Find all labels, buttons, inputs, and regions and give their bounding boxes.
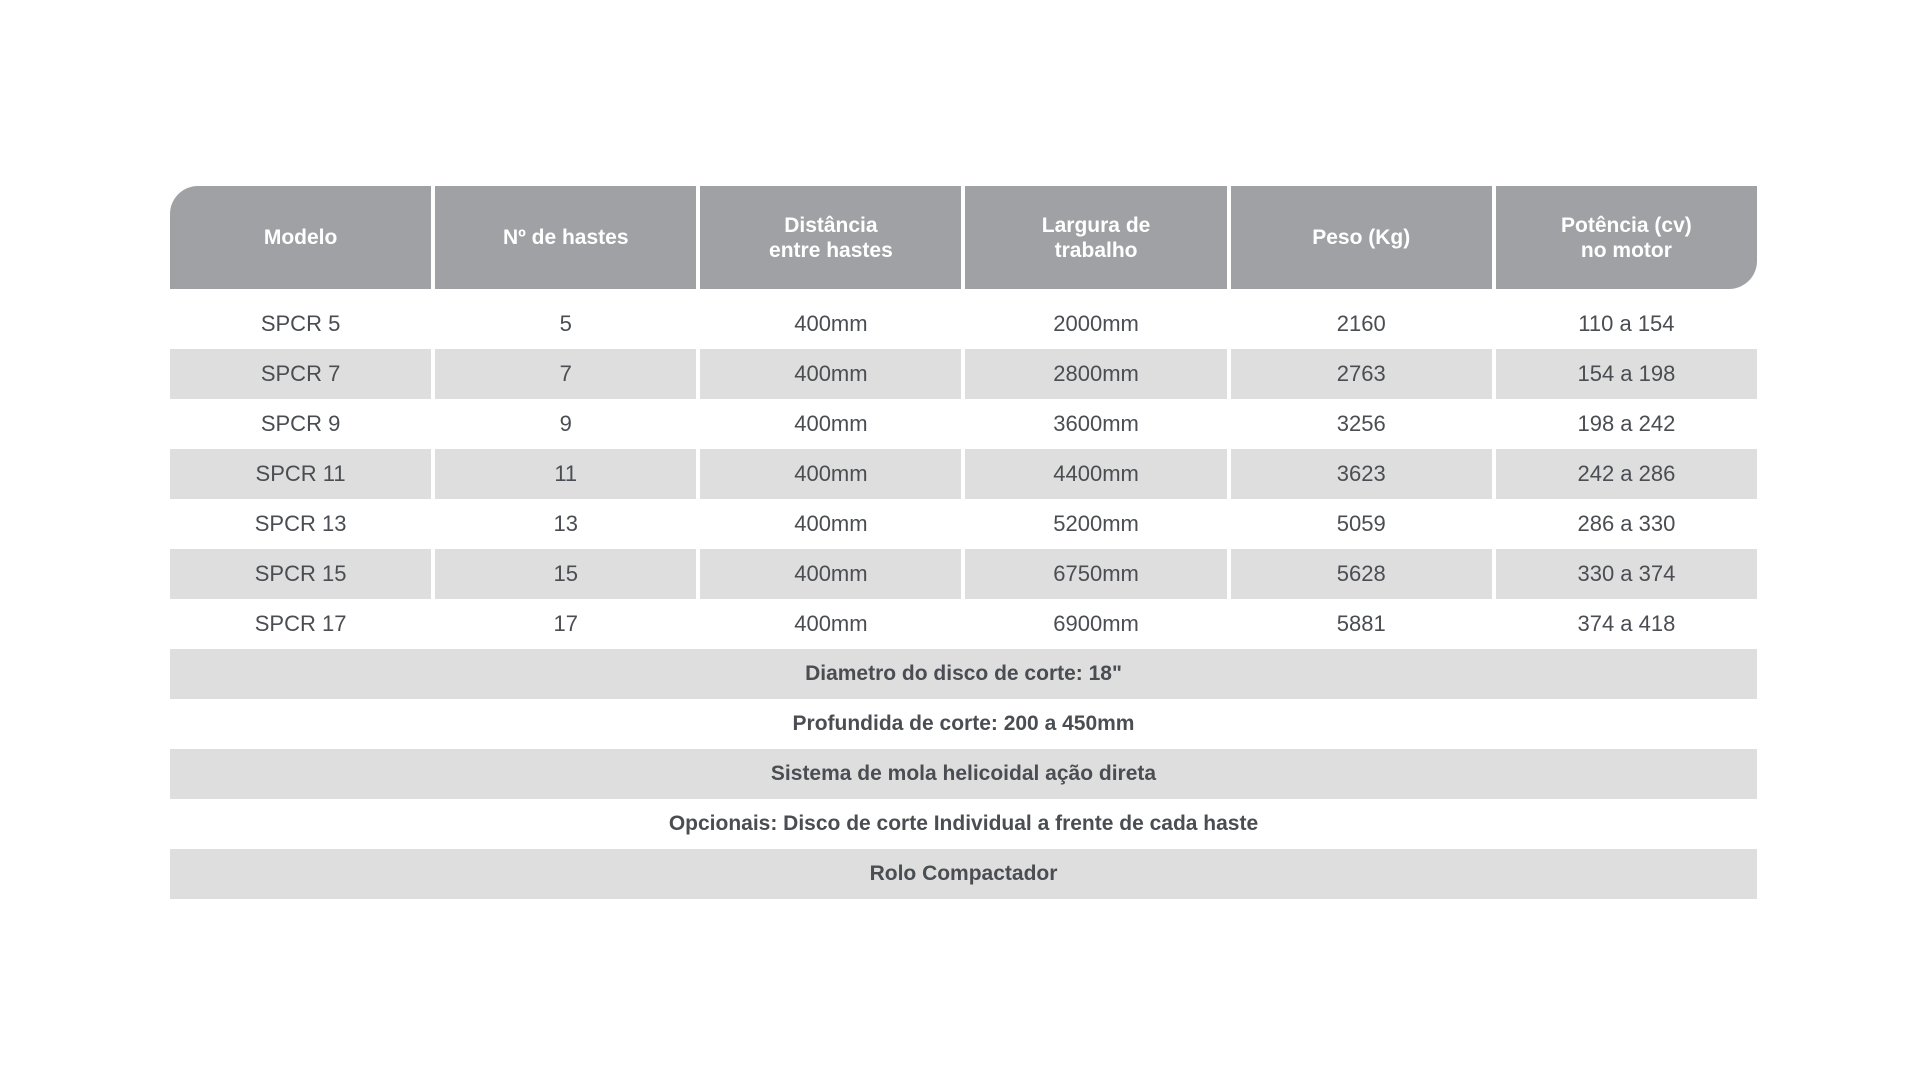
cell-modelo: SPCR 13 [254, 511, 347, 536]
cell-largura: 2000mm [1053, 311, 1139, 336]
header-modelo: Modelo [170, 186, 431, 289]
note-spring-system: Sistema de mola helicoidal ação direta [170, 749, 1757, 799]
header-potencia: Potência (cv) no motor [1496, 186, 1757, 289]
cell-peso: 5059 [1336, 511, 1386, 536]
cell-peso: 5881 [1336, 611, 1386, 636]
cell-distancia: 400mm [794, 611, 868, 636]
header-spacer [170, 289, 1757, 299]
cell-modelo: SPCR 7 [170, 349, 431, 399]
cell-potencia: 330 a 374 [1496, 549, 1757, 599]
header-num-hastes: Nº de hastes [435, 186, 696, 289]
cell-distancia: 400mm [794, 311, 868, 336]
cell-potencia: 110 a 154 [1578, 311, 1675, 336]
cell-distancia: 400mm [700, 449, 961, 499]
cell-hastes: 15 [435, 549, 696, 599]
cell-largura: 6900mm [1053, 611, 1139, 636]
cell-modelo: SPCR 5 [260, 311, 341, 336]
cell-modelo: SPCR 15 [170, 549, 431, 599]
cell-distancia: 400mm [794, 511, 868, 536]
table-row [170, 549, 1757, 599]
table-row [170, 499, 1757, 549]
cell-potencia: 374 a 418 [1577, 611, 1676, 636]
note-optionals: Opcionais: Disco de corte Individual a frente de cada haste [668, 812, 1259, 835]
cell-hastes: 11 [435, 449, 696, 499]
cell-hastes: 7 [435, 349, 696, 399]
cell-largura: 5200mm [1053, 511, 1139, 536]
cell-modelo: SPCR 9 [260, 411, 341, 436]
table-row [170, 449, 1757, 499]
cell-distancia: 400mm [700, 549, 961, 599]
cell-potencia: 242 a 286 [1496, 449, 1757, 499]
cell-potencia: 286 a 330 [1577, 511, 1676, 536]
note-roller: Rolo Compactador [170, 849, 1757, 899]
cell-modelo: SPCR 11 [170, 449, 431, 499]
table-row [170, 349, 1757, 399]
cell-hastes: 5 [559, 311, 572, 336]
cell-largura: 4400mm [965, 449, 1226, 499]
cell-modelo: SPCR 17 [254, 611, 347, 636]
cell-potencia: 198 a 242 [1577, 411, 1676, 436]
cell-peso: 3256 [1336, 411, 1386, 436]
header-distancia: Distância entre hastes [700, 186, 961, 289]
cell-largura: 3600mm [1053, 411, 1139, 436]
spec-table [170, 186, 1757, 899]
cell-largura: 2800mm [965, 349, 1226, 399]
table-row [170, 599, 1757, 649]
cell-hastes: 17 [553, 611, 578, 636]
cell-hastes: 13 [553, 511, 578, 536]
cell-peso: 5628 [1231, 549, 1492, 599]
cell-distancia: 400mm [700, 349, 961, 399]
table-header [170, 186, 1757, 289]
header-largura: Largura de trabalho [965, 186, 1226, 289]
table-row [170, 299, 1757, 349]
cell-peso: 3623 [1231, 449, 1492, 499]
cell-distancia: 400mm [794, 411, 868, 436]
note-cut-depth: Profundida de corte: 200 a 450mm [792, 712, 1135, 735]
header-peso: Peso (Kg) [1231, 186, 1492, 289]
cell-hastes: 9 [559, 411, 572, 436]
note-disc-diameter: Diametro do disco de corte: 18" [170, 649, 1757, 699]
cell-peso: 2160 [1336, 311, 1386, 336]
cell-largura: 6750mm [965, 549, 1226, 599]
cell-peso: 2763 [1231, 349, 1492, 399]
cell-potencia: 154 a 198 [1496, 349, 1757, 399]
table-row [170, 399, 1757, 449]
